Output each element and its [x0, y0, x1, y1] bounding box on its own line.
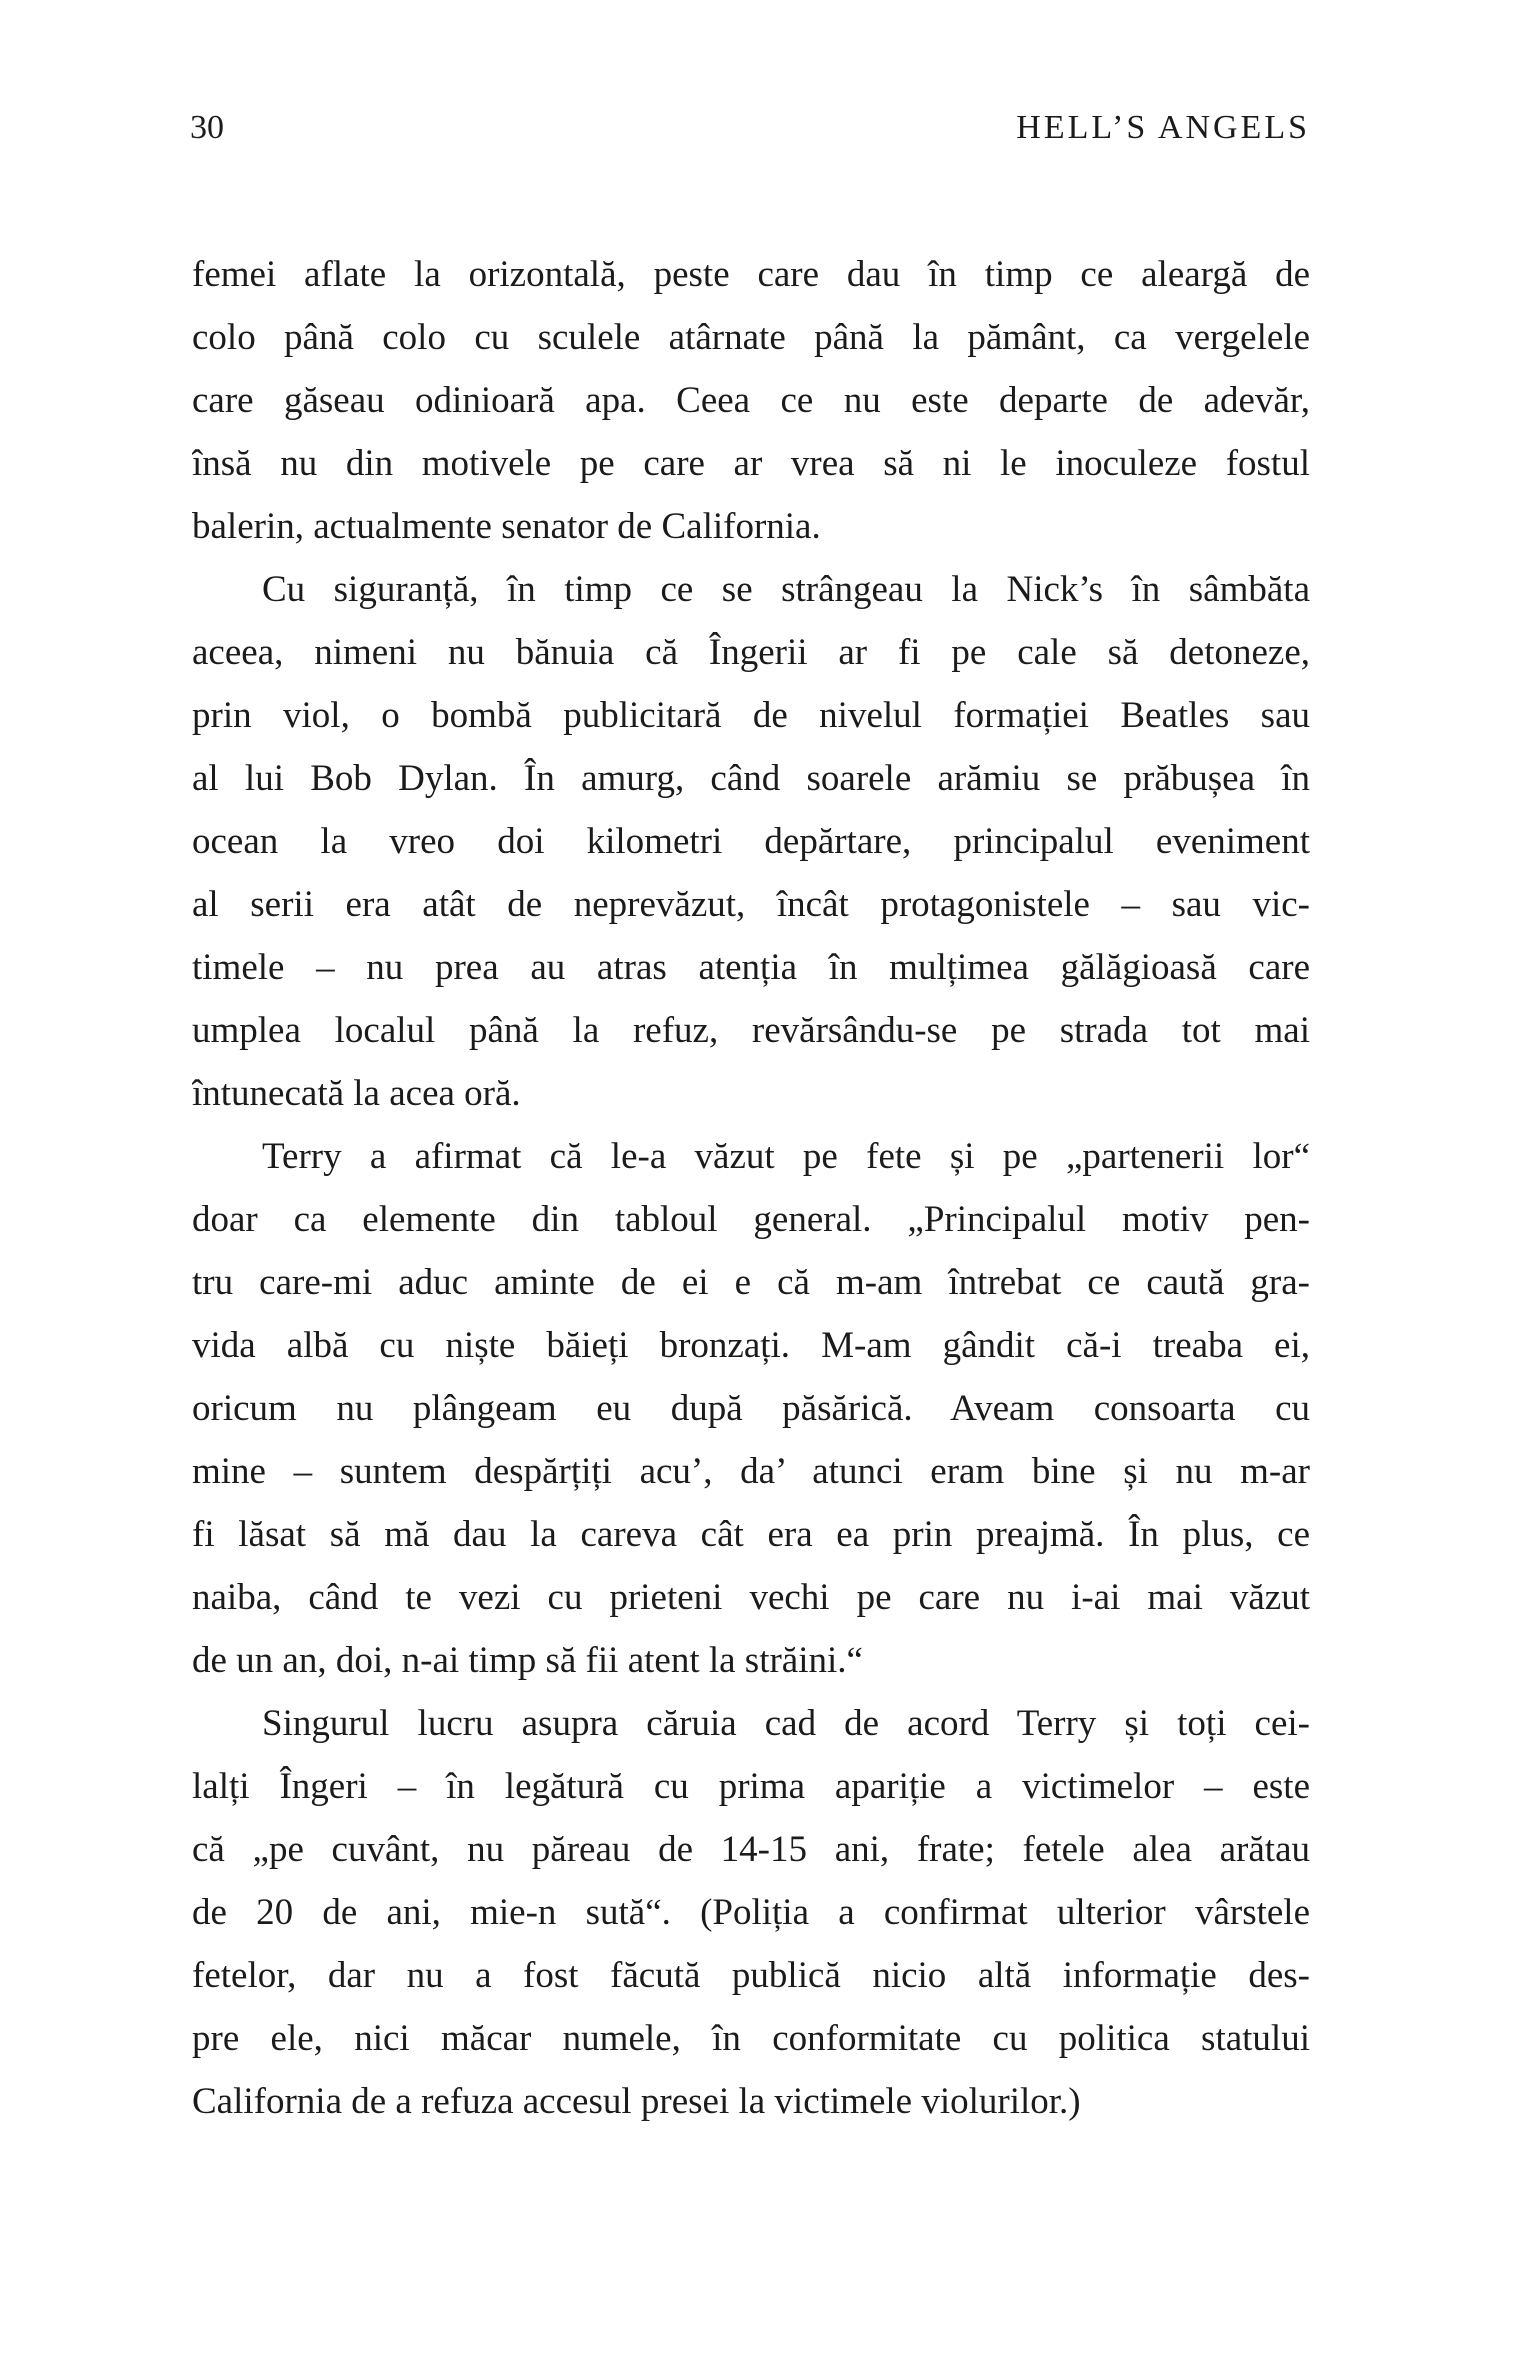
- text-line: oricum nu plângeam eu după păsărică. Aveam consoarta cu: [192, 1388, 1310, 1429]
- text-line: al lui Bob Dylan. În amurg, când soarele arămiu se prăbușea în: [192, 758, 1310, 799]
- page-header: [190, 108, 1310, 148]
- paragraph: [192, 243, 1310, 558]
- text-line: naiba, când te vezi cu prieteni vechi pe care nu i-ai mai văzut: [192, 1577, 1310, 1618]
- paragraph: [192, 1692, 1310, 2133]
- text-line: fetelor, dar nu a fost făcută publică nicio altă informație des-: [192, 1955, 1310, 1996]
- text-line: de 20 de ani, mie-n sută“. (Poliția a confirmat ulterior vârstele: [192, 1892, 1310, 1933]
- text-line: timele – nu prea au atras atenția în mulțimea gălăgioasă care: [192, 947, 1310, 988]
- text-line: Terry a afirmat că le-a văzut pe fete și pe „partenerii lor“: [262, 1136, 1310, 1177]
- text-line: colo până colo cu sculele atârnate până la pământ, ca vergelele: [192, 317, 1310, 358]
- text-line: de un an, doi, n-ai timp să fii atent la străini.“: [192, 1640, 863, 1681]
- text-line: femei aflate la orizontală, peste care dau în timp ce aleargă de: [192, 254, 1310, 295]
- text-line: întunecată la acea oră.: [192, 1073, 521, 1114]
- paragraph: [192, 558, 1310, 1125]
- text-line: fi lăsat să mă dau la careva cât era ea prin preajmă. În plus, ce: [192, 1514, 1310, 1555]
- text-line: pre ele, nici măcar numele, în conformitate cu politica statului: [192, 2018, 1310, 2059]
- page-number: 30: [190, 109, 224, 146]
- text-line: lalți Îngeri – în legătură cu prima apariție a victimelor – este: [192, 1766, 1310, 1807]
- text-line: prin viol, o bombă publicitară de nivelul formației Beatles sau: [192, 695, 1310, 736]
- text-line: Cu siguranță, în timp ce se strângeau la Nick’s în sâmbăta: [262, 569, 1310, 610]
- text-line: tru care-mi aduc aminte de ei e că m-am întrebat ce caută gra-: [192, 1262, 1310, 1303]
- text-line: mine – suntem despărțiți acu’, da’ atunci eram bine și nu m-ar: [192, 1451, 1310, 1492]
- body-text: [192, 243, 1310, 2133]
- text-line: însă nu din motivele pe care ar vrea să ni le inoculeze fostul: [192, 443, 1310, 484]
- text-line: doar ca elemente din tabloul general. „Principalul motiv pen-: [192, 1199, 1310, 1240]
- text-line: ocean la vreo doi kilometri depărtare, principalul eveniment: [192, 821, 1310, 862]
- text-line: Singurul lucru asupra căruia cad de acord Terry și toți cei-: [262, 1703, 1310, 1744]
- text-line: aceea, nimeni nu bănuia că Îngerii ar fi pe cale să detoneze,: [192, 632, 1310, 673]
- text-line: balerin, actualmente senator de California.: [192, 506, 821, 547]
- paragraph: [192, 1125, 1310, 1692]
- text-line: care găseau odinioară apa. Ceea ce nu este departe de adevăr,: [192, 380, 1310, 421]
- text-line: că „pe cuvânt, nu păreau de 14-15 ani, frate; fetele alea arătau: [192, 1829, 1310, 1870]
- text-line: California de a refuza accesul presei la victimele violurilor.): [192, 2081, 1081, 2122]
- text-line: umplea localul până la refuz, revărsându-se pe strada tot mai: [192, 1010, 1310, 1051]
- text-line: vida albă cu niște băieți bronzați. M-am gândit că-i treaba ei,: [192, 1325, 1310, 1366]
- text-line: al serii era atât de neprevăzut, încât protagonistele – sau vic-: [192, 884, 1310, 925]
- running-title: HELL’S ANGELS: [1016, 109, 1310, 146]
